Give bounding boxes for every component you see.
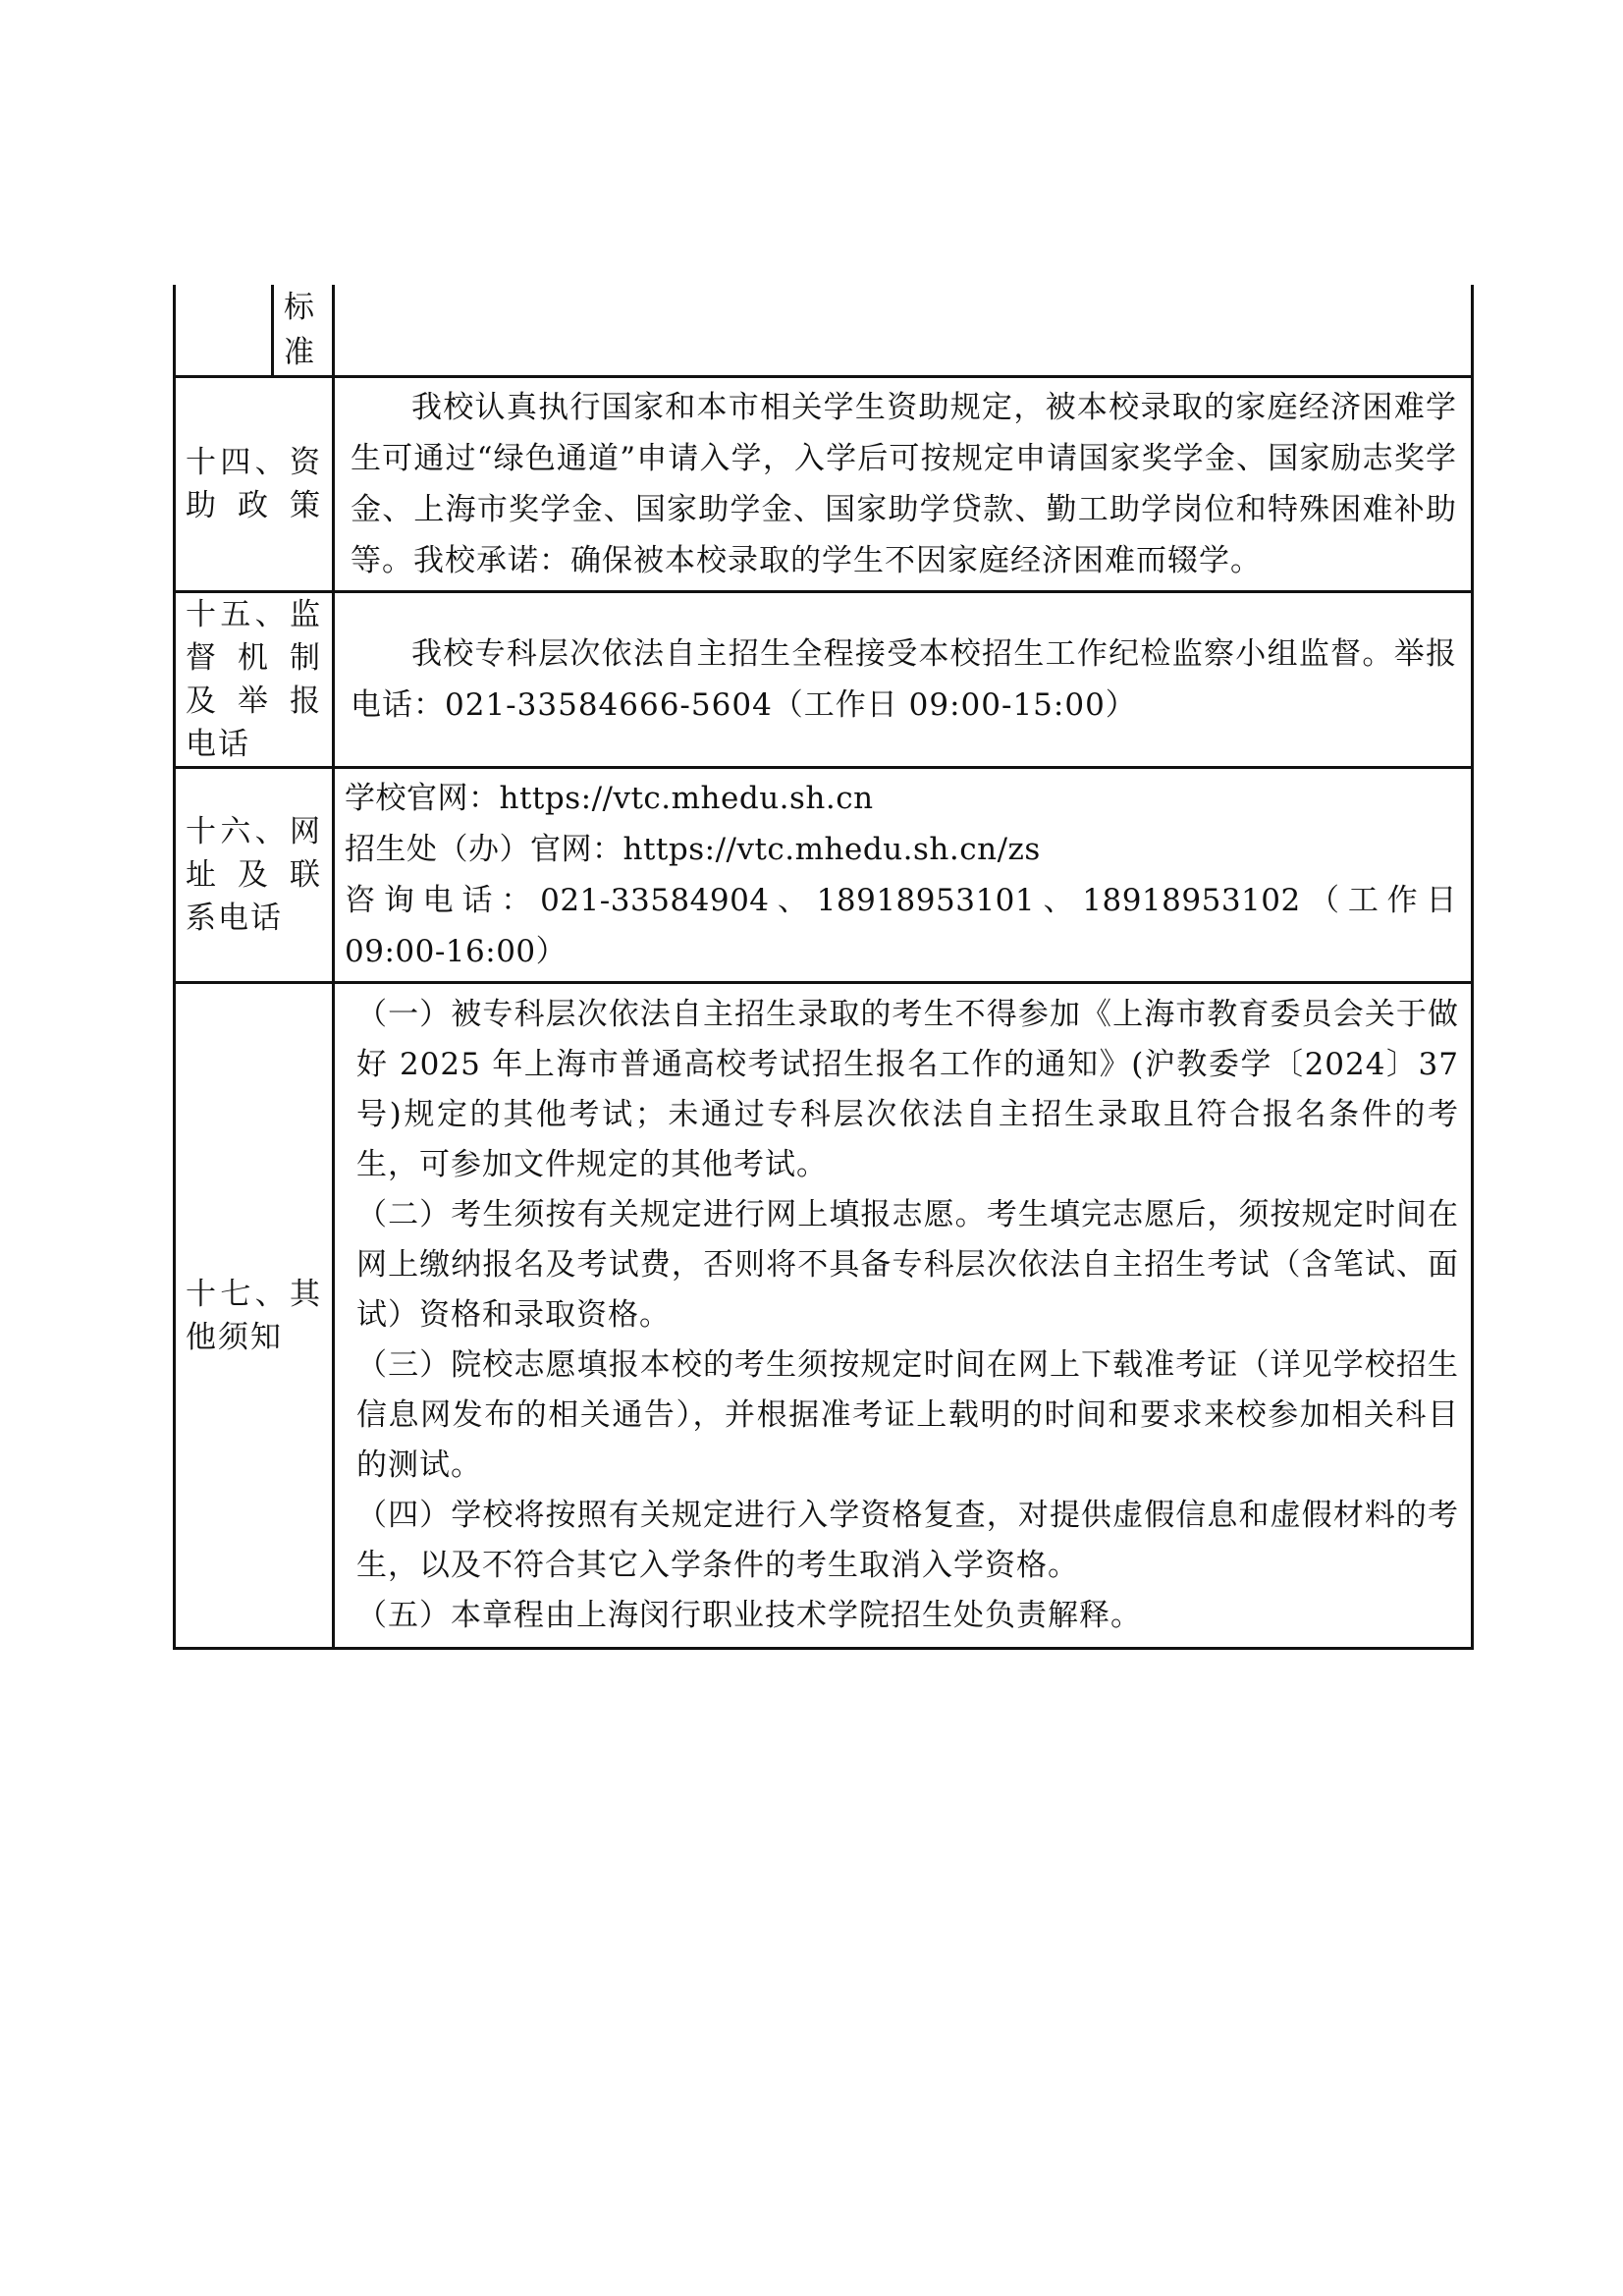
table-row-other-notes	[175, 983, 1473, 1649]
admission-website-line: 招生处（办）官网：https://vtc.mhedu.sh.cn/zs	[345, 832, 1041, 867]
row-label-financial-aid: 十四、资 助政策	[175, 377, 334, 592]
note-item: （二）考生须按有关规定进行网上填报志愿。考生填完志愿后，须按规定时间在网上缴纳报名及考试费，否则将不具备专科层次依法自主招生考试（含笔试、面试）资格和录取资格。	[356, 1197, 1459, 1333]
standard-content	[334, 285, 1473, 377]
contact-content	[334, 768, 1473, 983]
standard-label-char: 准	[284, 335, 314, 370]
table-row-supervision	[175, 592, 1473, 768]
supervision-content	[334, 592, 1473, 768]
note-item: （三）院校志愿填报本校的考生须按规定时间在网上下载准考证（详见学校招生信息网发布的相关通告），并根据准考证上载明的时间和要求来校参加相关科目的测试。	[356, 1347, 1459, 1483]
table-row-contact	[175, 768, 1473, 983]
hotline-line: 咨询电话：021-33584904、18918953101、18918953102（工作日 09:00-16:00）	[345, 883, 1457, 969]
table-row-financial-aid	[175, 377, 1473, 592]
standard-label-char: 标	[284, 290, 314, 325]
row-label-other-notes: 十七、其 他须知	[175, 983, 334, 1649]
blank-cell	[175, 285, 273, 377]
other-notes-content	[334, 983, 1473, 1649]
table-row-standard	[175, 285, 1473, 377]
standard-label	[273, 285, 334, 377]
row-label-supervision: 十五、监 督 机 制 及 举 报 电话	[175, 592, 334, 768]
note-item: （四）学校将按照有关规定进行入学资格复查，对提供虚假信息和虚假材料的考生，以及不符合其它入学条件的考生取消入学资格。	[356, 1498, 1459, 1583]
row-label-contact: 十六、网 址 及 联 系电话	[175, 768, 334, 983]
financial-aid-paragraph: 我校认真执行国家和本市相关学生资助规定，被本校录取的家庭经济困难学生可通过“绿色通道”申请入学，入学后可按规定申请国家奖学金、国家励志奖学金、上海市奖学金、国家助学金、国家助学贷款、勤工助学岗位和特殊困难补助等。我校承诺：确保被本校录取的学生不因家庭经济困难而辍学。	[351, 390, 1457, 578]
note-item: （一）被专科层次依法自主招生录取的考生不得参加《上海市教育委员会关于做好 2025 年上海市普通高校考试招生报名工作的通知》(沪教委学〔2024〕37 号)规定的其他考试；未通过专科层次依法自主招生录取且符合报名条件的考生，可参加文件规定的其他考试。	[356, 997, 1459, 1182]
admission-charter-table	[173, 285, 1474, 1650]
financial-aid-content	[334, 377, 1473, 592]
supervision-paragraph: 我校专科层次依法自主招生全程接受本校招生工作纪检监察小组监督。举报电话：021-33584666-5604（工作日 09:00-15:00）	[351, 636, 1457, 723]
school-website-line: 学校官网：https://vtc.mhedu.sh.cn	[345, 781, 874, 816]
note-item: （五）本章程由上海闵行职业技术学院招生处负责解释。	[356, 1598, 1142, 1633]
